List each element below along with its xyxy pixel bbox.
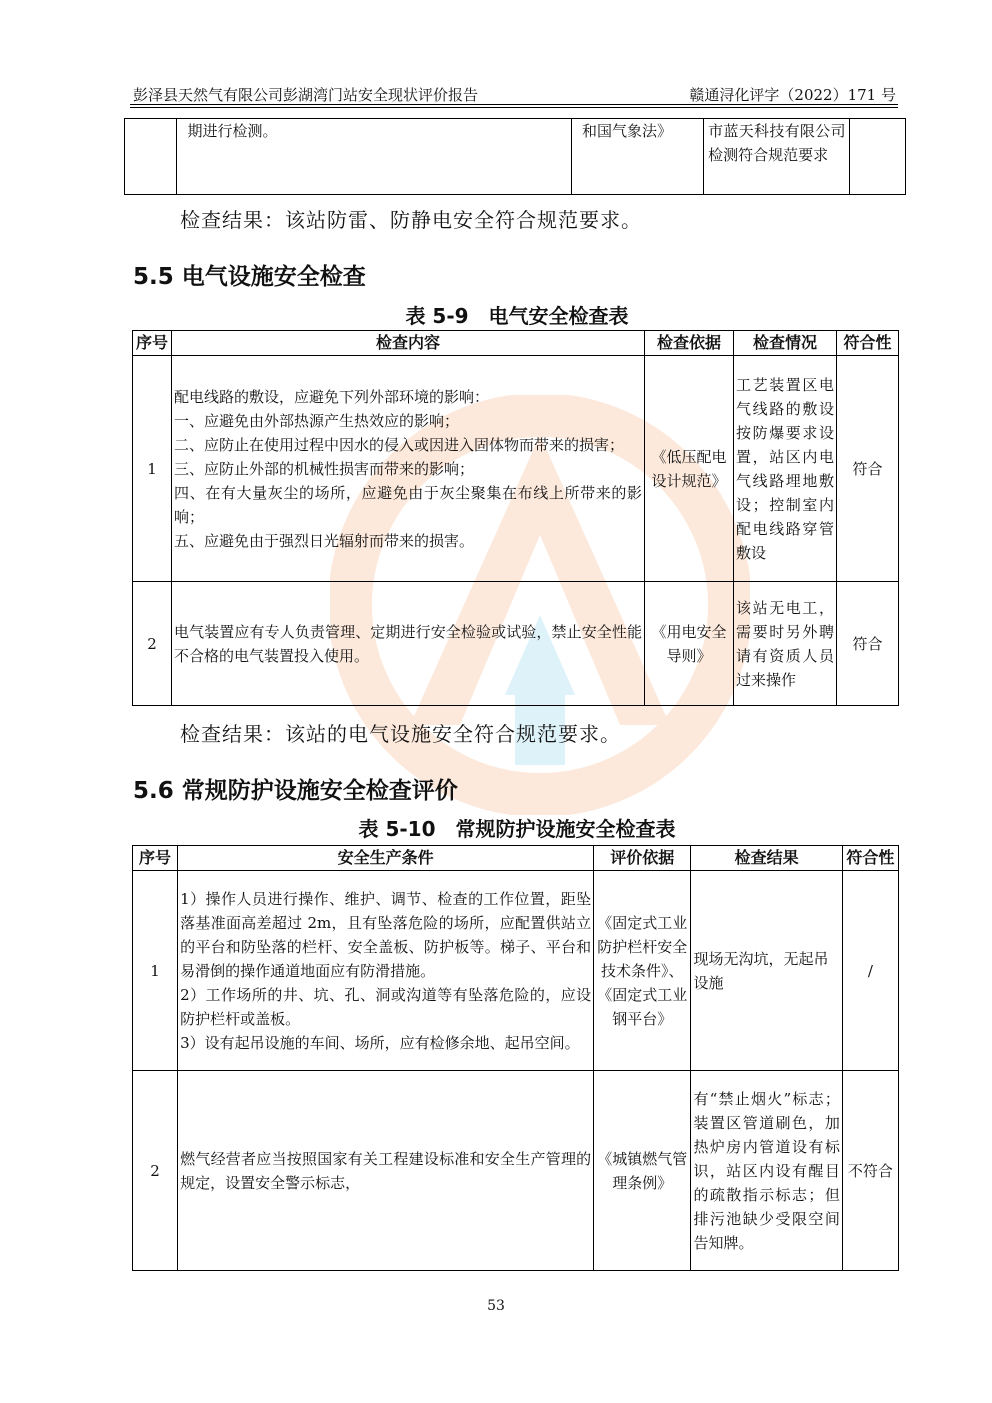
col-header-content: 检查内容 [172,331,645,356]
col-header-status: 检查情况 [734,331,837,356]
table-row [133,356,899,582]
table-row [133,582,899,706]
table-cell-status: 市蓝天科技有限公司检测符合规范要求 [704,119,850,195]
continuation-table [124,118,906,195]
header-rule [130,104,898,105]
content-line: 2）工作场所的井、坑、孔、洞或沟道等有坠落危险的，应设防护栏杆或盖板。 [180,985,592,1028]
table-cell-basis: 《用电安全导则》 [645,582,734,706]
content-line: 3）设有起吊设施的车间、场所，应有检修余地、起吊空间。 [180,1033,580,1052]
content-line: 四、在有大量灰尘的场所，应避免由于灰尘聚集在布线上所带来的影响； [174,483,642,526]
table-caption-5-10: 表 5-10 常规防护设施安全检查表 [358,817,676,841]
table-cell-compliance [850,119,906,195]
table-cell-condition [178,1071,594,1271]
table-cell-number: 1 [133,356,172,582]
page-number: 53 [487,1298,505,1314]
table-cell-result: 有“禁止烟火”标志；装置区管道刷色，加热炉房内管道设有标识，站区内设有醒目的疏散指示标志；但排污池缺少受限空间告知牌。 [691,1071,842,1271]
table-cell-number: 2 [133,1071,178,1271]
table-row [125,119,906,195]
col-header-compliance: 符合性 [842,846,898,871]
table-cell-content [172,356,645,582]
header-rule-secondary [130,107,898,108]
table-cell-basis: 和国气象法》 [572,119,704,195]
content-line: 二、应防止在使用过程中因水的侵入或因进入固体物而带来的损害； [174,435,625,454]
table-header-row [133,331,899,356]
content-line: 五、应避免由于强烈日光辐射而带来的损害。 [174,531,475,550]
content-line: 一、应避免由外部热源产生热效应的影响； [174,411,460,430]
protective-facility-table [132,845,899,1271]
content-line: 三、应防止外部的机械性损害而带来的影响； [174,459,475,478]
table-cell-basis: 《固定式工业防护栏杆安全技术条件》、《固定式工业钢平台》 [594,871,691,1071]
table-cell-result: 现场无沟坑，无起吊设施 [691,871,842,1071]
electrical-safety-table [132,330,899,706]
header-report-title: 彭泽县天然气有限公司彭湖湾门站安全现状评价报告 [133,86,479,104]
col-header-compliance: 符合性 [837,331,899,356]
table-cell-compliance: 符合 [837,356,899,582]
content-line: 燃气经营者应当按照国家有关工程建设标准和安全生产管理的规定，设置安全警示标志， [180,1149,592,1192]
table-row [133,1071,899,1271]
content-line: 电气装置应有专人负责管理、定期进行安全检验或试验，禁止安全性能不合格的电气装置投入使用。 [174,622,642,665]
check-result-lightning: 检查结果：该站防雷、防静电安全符合规范要求。 [180,208,642,232]
col-header-condition: 安全生产条件 [178,846,594,871]
table-cell-compliance: 不符合 [842,1071,898,1271]
table-header-row [133,846,899,871]
content-line: 配电线路的敷设，应避免下列外部环境的影响： [174,387,490,406]
table-cell-number: 2 [133,582,172,706]
table-cell-status: 工艺装置区电气线路的敷设按防爆要求设置，站区内电气线路埋地敷设；控制室内配电线路穿管敷设 [734,356,837,582]
table-cell-compliance: 符合 [837,582,899,706]
table-cell-basis: 《城镇燃气管理条例》 [594,1071,691,1271]
table-cell-content: 期进行检测。 [177,119,572,195]
table-cell-content [172,582,645,706]
table-caption-5-9: 表 5-9 电气安全检查表 [405,304,629,328]
col-header-result: 检查结果 [691,846,842,871]
table-cell-condition [178,871,594,1071]
col-header-basis: 检查依据 [645,331,734,356]
col-header-basis: 评价依据 [594,846,691,871]
table-cell-compliance: / [842,871,898,1071]
content-line: 1）操作人员进行操作、维护、调节、检查的工作位置，距坠落基准面高差超过 2m，且有坠落危险的场所，应配置供站立的平台和防坠落的栏杆、安全盖板、防护板等。梯子、平台和易滑倒的操作通道地面应有防滑措施。 [180,889,592,980]
col-header-number: 序号 [133,331,172,356]
table-cell-number: 1 [133,871,178,1071]
table-cell-basis: 《低压配电设计规范》 [645,356,734,582]
check-result-electrical: 检查结果：该站的电气设施安全符合规范要求。 [180,722,621,746]
table-cell-number [125,119,177,195]
section-heading-5-6: 5.6 常规防护设施安全检查评价 [133,778,458,804]
table-cell-status: 该站无电工，需要时另外聘请有资质人员过来操作 [734,582,837,706]
section-heading-5-5: 5.5 电气设施安全检查 [133,264,366,290]
col-header-number: 序号 [133,846,178,871]
table-row [133,871,899,1071]
header-document-number: 赣通浔化评字（2022）171 号 [689,86,896,104]
